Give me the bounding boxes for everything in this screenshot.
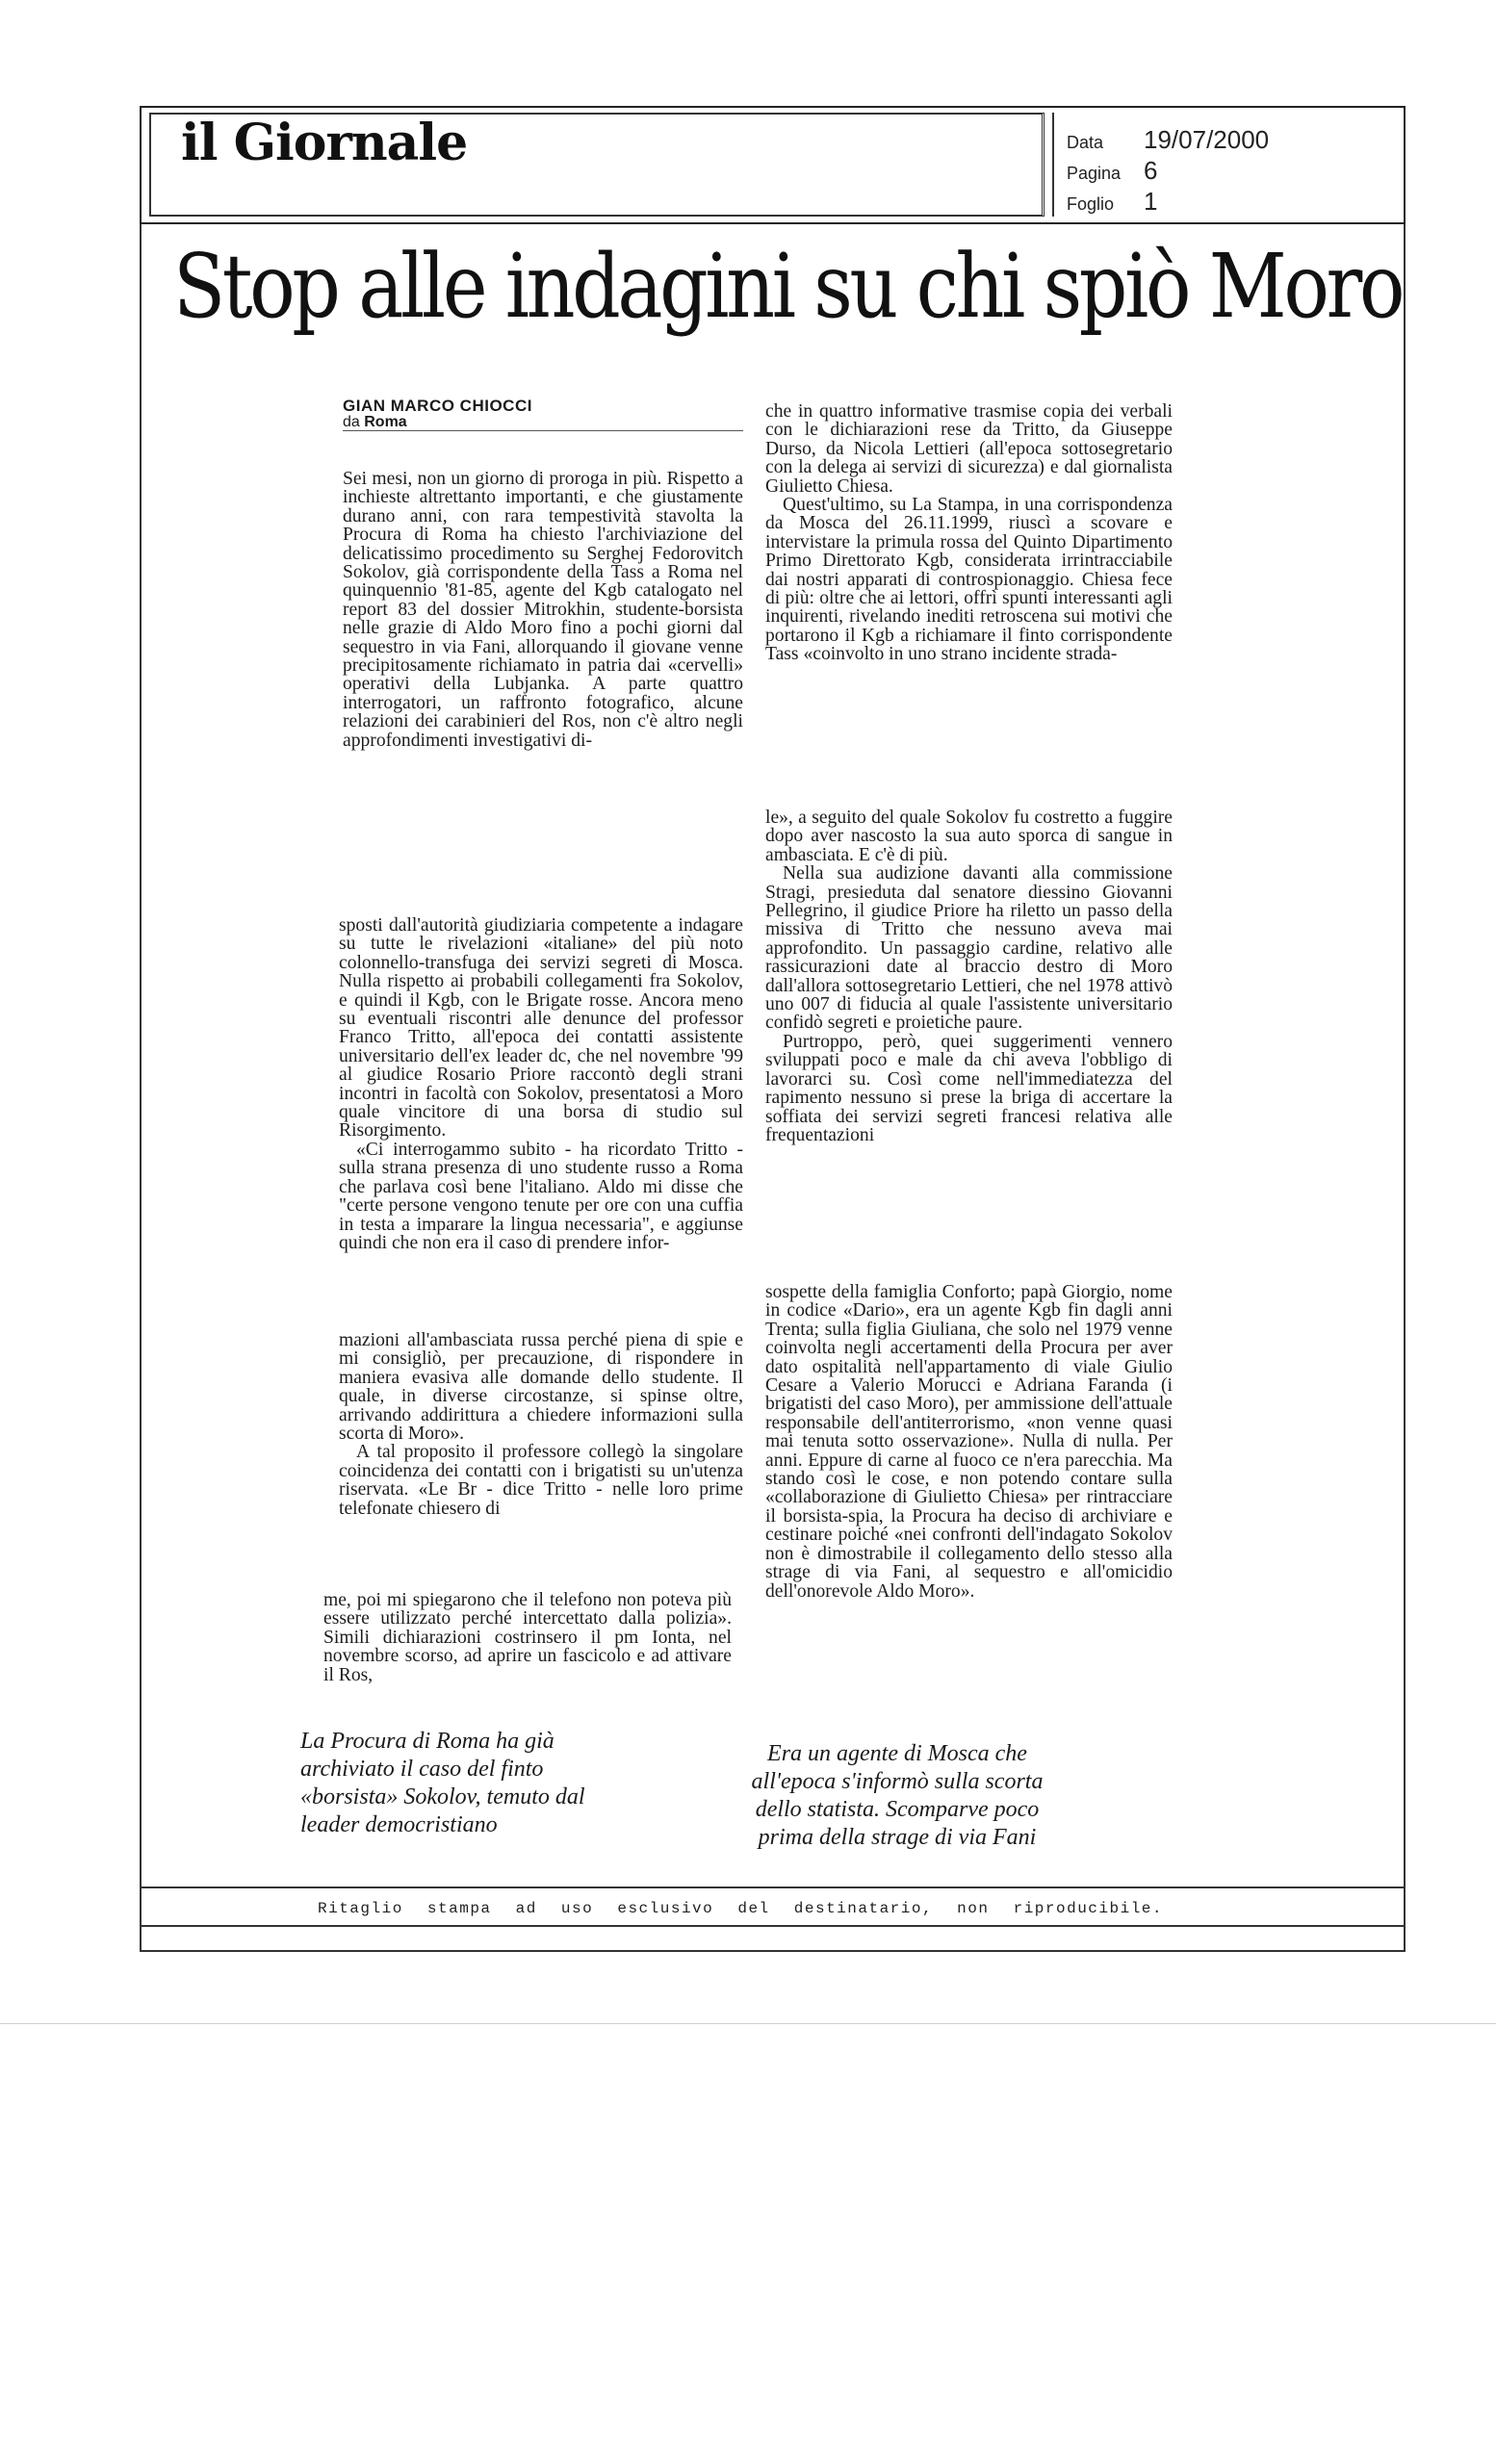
article-column-2c xyxy=(765,1283,1173,1601)
masthead: il Giornale xyxy=(181,114,468,172)
pull-quote-left: La Procura di Roma ha già archiviato il caso del finto «borsista» Sokolov, temuto dal leader democristiano xyxy=(300,1729,585,1837)
pull-quote-right: Era un agente di Mosca che all'epoca s'informò sulla scorta dello statista. Scomparve poco prima della strage di via Fani xyxy=(751,1741,1044,1850)
dateline-city: Roma xyxy=(364,414,407,430)
article-column-1d xyxy=(323,1591,732,1684)
article-column-2b xyxy=(765,808,1173,1144)
meta-page-label: Pagina xyxy=(1067,164,1122,183)
footer-divider-top xyxy=(140,1886,1406,1888)
byline-divider xyxy=(343,430,743,431)
paragraph: le», a seguito del quale Sokolov fu costretto a fuggire dopo aver nascosto la sua auto sporca di sangue in ambasciata. E c'è di più. xyxy=(765,808,1173,865)
dateline xyxy=(343,414,407,431)
meta-sheet-row xyxy=(1067,187,1157,217)
article-column-1a xyxy=(343,470,743,750)
headline: Stop alle indagini su chi spiò Moro xyxy=(173,235,1403,338)
meta-sheet-value: 1 xyxy=(1144,187,1158,216)
paragraph: me, poi mi spiegarono che il telefono non poteva più essere utilizzato perché intercettato dalla polizia». Simili dichiarazioni costrinsero il pm Ionta, nel novembre scorso, ad aprire un fascicolo e ad attivare il Ros, xyxy=(323,1590,732,1685)
paragraph: Purtroppo, però, quei suggerimenti vennero sviluppati poco e male da chi aveva l'obbligo di lavorarci su. Così come nell'immediatezza del rapimento nessuno si prese la briga di accertare la soffiata dei servizi segreti francesi relativa alle frequentazioni xyxy=(765,1031,1173,1145)
meta-page-row xyxy=(1067,156,1157,186)
article-column-1c xyxy=(339,1331,743,1518)
article-column-2a xyxy=(765,402,1173,664)
paragraph: sospette della famiglia Conforto; papà Giorgio, nome in codice «Dario», era un agente Kgb fin dagli anni Trenta; sulla figlia Giuliana, che solo nel 1979 venne coinvolta negli accertamenti della Procura per aver dato ospitalità nell'appartamento di viale Giulio Cesare a Valerio Morucci e Adriana Faranda (i brigatisti del caso Moro), per ammissione dell'attuale responsabile dell'antiterrorismo, «non venne quasi mai tenuta sotto osservazione». Nulla di nulla. Per anni. Eppure di carne al fuoco ce n'era parecchia. Ma stando così le cose, e non potendo contare sulla «collaborazione di Giulietto Chiesa» per rintracciare il borsista-spia, la Procura ha deciso di archiviare e cestinare poiché «nei confronti dell'indagato Sokolov non è dimostrabile il collegamento dello stesso alla strage di via Fani, al sequestro e all'omicidio dell'onorevole Aldo Moro». xyxy=(765,1282,1173,1602)
paragraph: «Ci interrogammo subito - ha ricordato Tritto - sulla strana presenza di uno studente russo a Roma che parlava così bene l'italiano. Aldo mi disse che "certe persone vengono tenute per ore con una cuffia in testa a imparare la lingua necessaria", e aggiunse quindi che non era il caso di prendere infor- xyxy=(339,1139,743,1253)
article-column-1b xyxy=(339,916,743,1252)
meta-date-value: 19/07/2000 xyxy=(1144,125,1270,154)
dateline-prefix: da xyxy=(343,414,360,430)
footer-divider-bottom xyxy=(140,1925,1406,1927)
meta-sheet-label: Foglio xyxy=(1067,194,1115,214)
footer-notice: Ritaglio stampa ad uso esclusivo del destinatario, non riproducibile. xyxy=(318,1900,1164,1917)
meta-page-value: 6 xyxy=(1144,156,1158,185)
paragraph: che in quattro informative trasmise copia dei verbali con le dichiarazioni rese da Tritto, da Giuseppe Durso, da Nicola Lettieri (all'epoca sottosegretario con la delega ai servizi di sicurezza) e dal giornalista Giulietto Chiesa. xyxy=(765,401,1173,497)
scan-edge-line xyxy=(0,2023,1496,2024)
paragraph: Nella sua audizione davanti alla commissione Stragi, presieduta dal senatore diessino Giovanni Pellegrino, il giudice Priore ha riletto un passo della missiva di Tritto che nessuno aveva mai approfondito. Un passaggio cardine, relativo alle rassicurazioni date al braccio destro di Moro dall'allora sottosegretario Lettieri, che nel 1978 attivò uno 007 di fiducia al quale l'assistente universitario confidò segreti e proietiche paure. xyxy=(765,863,1173,1034)
byline: GIAN MARCO CHIOCCI xyxy=(343,397,532,415)
paragraph: Sei mesi, non un giorno di proroga in più. Rispetto a inchieste altrettanto importanti, e che giustamente durano anni, con rara tempestività stavolta la Procura di Roma ha chiesto l'archiviazione del delicatissimo procedimento su Serghej Fedorovitch Sokolov, già corrispondente della Tass a Roma nel quinquennio '81-85, agente del Kgb catalogato nel report 83 del dossier Mitrokhin, studente-borsista nelle grazie di Aldo Moro fino a pochi giorni dal sequestro in via Fani, allorquando il giovane venne precipitosamente richiamato in patria dai «cervelli» operativi della Lubjanka. A parte quattro interrogatori, un raffronto fotografico, alcune relazioni dei carabinieri del Ros, non c'è altro negli approfondimenti investigativi di- xyxy=(343,469,743,751)
paragraph: sposti dall'autorità giudiziaria competente a indagare su tutte le rivelazioni «italiane» del più noto colonnello-transfuga dei servizi segreti di Mosca. Nulla rispetto ai probabili collegamenti fra Sokolov, e quindi il Kgb, con le Brigate rosse. Ancora meno su eventuali riscontri alle denunce del professor Franco Tritto, all'epoca dei contatti assistente universitario dell'ex leader dc, che nel novembre '99 al giudice Rosario Priore raccontò degli strani incontri in facoltà con Sokolov, presentatosi a Moro quale vincitore di una borsa di studio sul Risorgimento. xyxy=(339,915,743,1142)
paragraph: Quest'ultimo, su La Stampa, in una corrispondenza da Mosca del 26.11.1999, riuscì a scovare e intervistare la primula rossa del Quinto Dipartimento Primo Direttorato Kgb, considerata irrintracciabile dai nostri apparati di controspionaggio. Chiesa fece di più: oltre che ai lettori, offrì spunti interessanti agli inquirenti, rivelando inediti retroscena sui motivi che portarono il Kgb a richiamare il finto corrispondente Tass «coinvolto in uno strano incidente strada- xyxy=(765,495,1173,665)
paragraph: A tal proposito il professore collegò la singolare coincidenza dei contatti con i brigatisti su un'utenza riservata. «Le Br - dice Tritto - nelle loro prime telefonate chiesero di xyxy=(339,1442,743,1519)
meta-date-row xyxy=(1067,125,1269,155)
meta-date-label: Data xyxy=(1067,133,1104,152)
paragraph: mazioni all'ambasciata russa perché piena di spie e mi consigliò, per precauzione, di rispondere in maniera evasiva alle domande dello studente. Il quale, in diverse circostanze, si spinse oltre, arrivando addirittura a chiedere informazioni sulla scorta di Moro». xyxy=(339,1330,743,1445)
